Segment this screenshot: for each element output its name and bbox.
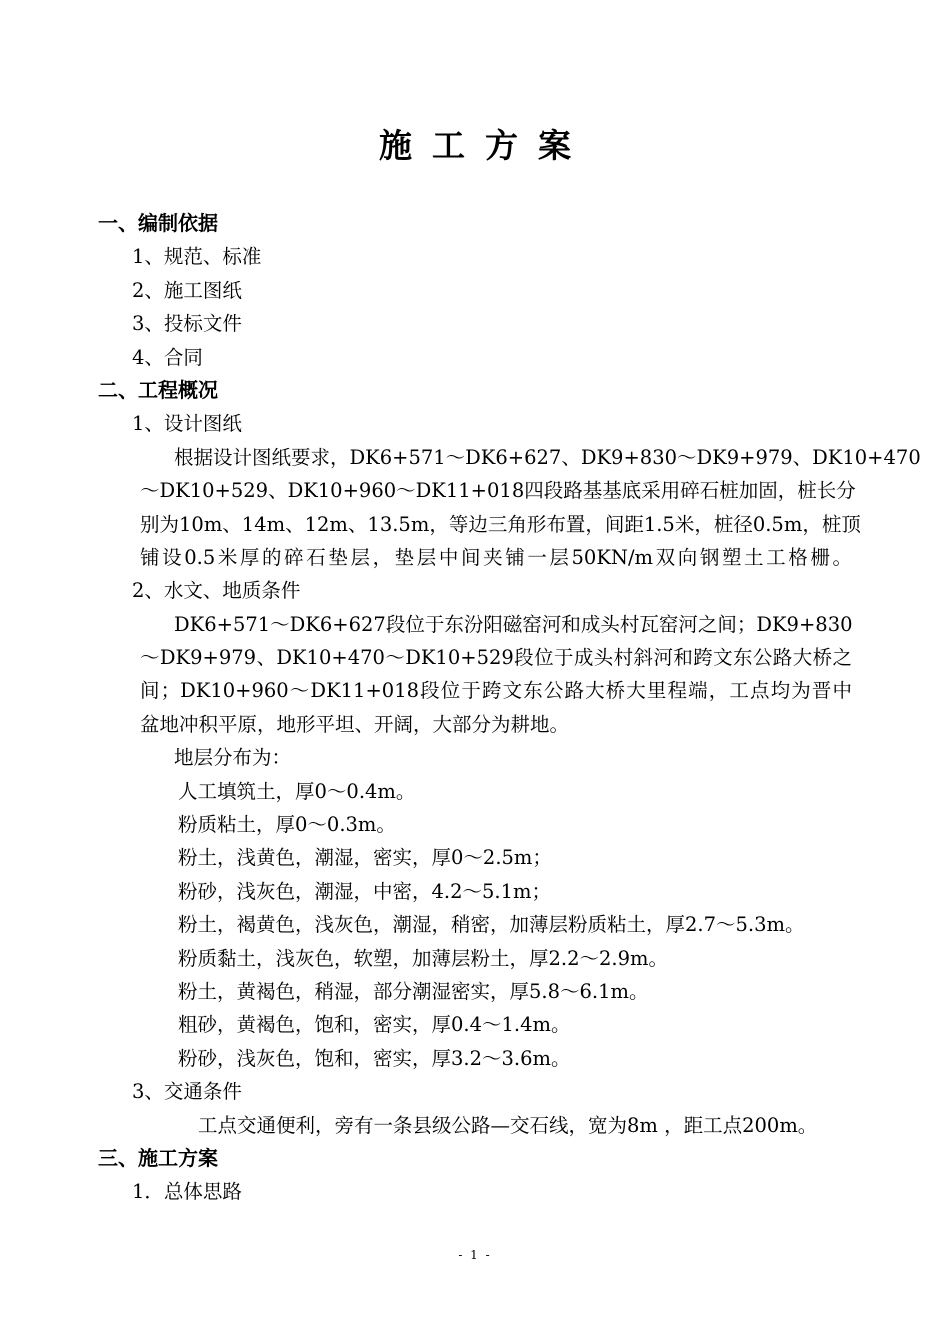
strata-item: 粗砂，黄褐色，饱和，密实，厚0.4～1.4m。 bbox=[178, 1013, 571, 1037]
section-heading-plan: 三、施工方案 bbox=[98, 1145, 218, 1170]
traffic-paragraph: 工点交通便利，旁有一条县级公路—交石线，宽为8m ，距工点200m。 bbox=[198, 1113, 818, 1137]
page-title: 施工方案 bbox=[379, 126, 591, 165]
subsection-heading-traffic: 3、交通条件 bbox=[132, 1080, 242, 1104]
design-paragraph-line: 铺设0.5米厚的碎石垫层，垫层中间夹铺一层50KN/m双向钢塑土工格栅。 bbox=[140, 545, 852, 569]
design-paragraph-line: 根据设计图纸要求，DK6+571～DK6+627、DK9+830～DK9+979、DK10+470 bbox=[174, 445, 921, 469]
basis-item: 1、规范、标准 bbox=[132, 245, 262, 269]
subsection-heading-design: 1、设计图纸 bbox=[132, 412, 242, 436]
document-body bbox=[0, 207, 950, 1209]
subsection-heading-approach: 1．总体思路 bbox=[132, 1180, 242, 1204]
strata-item: 粉砂，浅灰色，饱和，密实，厚3.2～3.6m。 bbox=[178, 1046, 571, 1070]
page-number: - 1 - bbox=[458, 1248, 492, 1262]
design-paragraph-line: ～DK10+529、DK10+960～DK11+018四段路基基底采用碎石桩加固，桩长分 bbox=[140, 479, 856, 503]
basis-item: 3、投标文件 bbox=[132, 312, 242, 336]
strata-item: 粉砂，浅灰色，潮湿，中密，4.2～5.1m； bbox=[178, 879, 552, 903]
geology-paragraph-line: 盆地冲积平原，地形平坦、开阔，大部分为耕地。 bbox=[140, 712, 570, 736]
strata-intro: 地层分布为： bbox=[174, 746, 292, 770]
geology-paragraph-line: ～DK9+979、DK10+470～DK10+529段位于成头村斜河和跨文东公路大桥之 bbox=[140, 646, 852, 670]
section-heading-overview: 二、工程概况 bbox=[98, 377, 218, 402]
strata-item: 粉土，褐黄色，浅灰色，潮湿，稍密，加薄层粉质粘土，厚2.7～5.3m。 bbox=[178, 913, 805, 937]
geology-paragraph-line: 间；DK10+960～DK11+018段位于跨文东公路大桥大里程端，工点均为晋中 bbox=[140, 679, 852, 703]
strata-item: 粉质黏土，浅灰色，软塑，加薄层粉土，厚2.2～2.9m。 bbox=[178, 946, 669, 970]
strata-item: 人工填筑土，厚0～0.4m。 bbox=[178, 779, 416, 803]
strata-item: 粉土，浅黄色，潮湿，密实，厚0～2.5m； bbox=[178, 846, 552, 870]
subsection-heading-geology: 2、水文、地质条件 bbox=[132, 579, 301, 603]
basis-item: 2、施工图纸 bbox=[132, 278, 242, 302]
design-paragraph-line: 别为10m、14m、12m、13.5m，等边三角形布置，间距1.5米，桩径0.5m，桩顶 bbox=[140, 512, 861, 536]
geology-paragraph-line: DK6+571～DK6+627段位于东汾阳磁窑河和成头村瓦窑河之间；DK9+830 bbox=[174, 612, 853, 636]
section-heading-basis: 一、编制依据 bbox=[98, 211, 218, 235]
strata-item: 粉土，黄褐色，稍湿，部分潮湿密实，厚5.8～6.1m。 bbox=[178, 979, 649, 1003]
strata-item: 粉质粘土，厚0～0.3m。 bbox=[178, 813, 396, 837]
basis-item: 4、合同 bbox=[132, 345, 203, 369]
